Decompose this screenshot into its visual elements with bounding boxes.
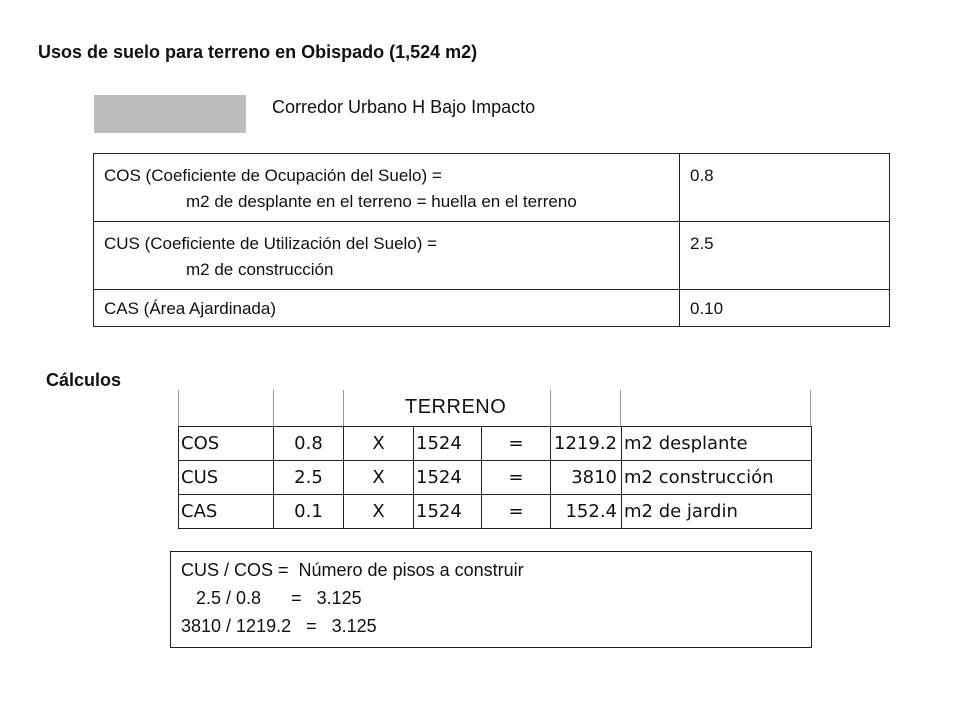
table-row bbox=[94, 222, 890, 290]
calc-cell: CUS bbox=[179, 461, 274, 495]
calc-heading: Cálculos bbox=[46, 370, 122, 390]
grid-line bbox=[810, 390, 811, 426]
calc-cell: m2 desplante bbox=[622, 427, 812, 461]
param-line1: COS (Coeficiente de Ocupación del Suelo) = bbox=[104, 166, 442, 185]
table-row bbox=[179, 427, 812, 461]
grid-line bbox=[620, 390, 621, 426]
legend-swatch bbox=[94, 95, 246, 133]
table-row bbox=[179, 461, 812, 495]
table-row bbox=[94, 154, 890, 222]
legend-label: Corredor Urbano H Bajo Impacto bbox=[272, 97, 536, 117]
calc-table bbox=[178, 426, 812, 529]
calc-table-wrap bbox=[178, 390, 811, 526]
calc-cell: 0.8 bbox=[274, 427, 344, 461]
calc-cell: m2 de jardin bbox=[622, 495, 812, 529]
param-label bbox=[94, 290, 680, 327]
grid-line bbox=[550, 390, 551, 426]
calc-cell: 0.1 bbox=[274, 495, 344, 529]
param-value: 2.5 bbox=[680, 222, 890, 290]
calc-cell: 1524 bbox=[414, 427, 482, 461]
param-line2: m2 de desplante en el terreno = huella en el terreno bbox=[186, 192, 577, 211]
table-row bbox=[179, 495, 812, 529]
calc-cell: = bbox=[482, 495, 551, 529]
calc-cell: 152.4 bbox=[551, 495, 622, 529]
ratio-box bbox=[170, 551, 812, 648]
calc-header-label: TERRENO bbox=[405, 396, 507, 418]
calc-cell: CAS bbox=[179, 495, 274, 529]
grid-line bbox=[273, 390, 274, 426]
param-label bbox=[94, 154, 680, 222]
calc-cell: = bbox=[482, 427, 551, 461]
table-row bbox=[94, 290, 890, 327]
page-title: Usos de suelo para terreno en Obispado (1,524 m2) bbox=[38, 42, 478, 62]
param-label bbox=[94, 222, 680, 290]
calc-cell: 2.5 bbox=[274, 461, 344, 495]
calc-header-row bbox=[178, 390, 811, 426]
param-value: 0.10 bbox=[680, 290, 890, 327]
calc-cell: m2 construcción bbox=[622, 461, 812, 495]
grid-line bbox=[343, 390, 344, 426]
calc-cell: X bbox=[344, 427, 414, 461]
param-line1: CAS (Área Ajardinada) bbox=[104, 299, 276, 318]
parameters-table bbox=[93, 153, 890, 327]
calc-cell: 1219.2 bbox=[551, 427, 622, 461]
grid-line bbox=[178, 390, 179, 426]
calc-cell: 1524 bbox=[414, 461, 482, 495]
calc-cell: COS bbox=[179, 427, 274, 461]
param-line2: m2 de construcción bbox=[186, 260, 334, 279]
ratio-line: CUS / COS = Número de pisos a construir bbox=[181, 560, 524, 580]
calc-cell: = bbox=[482, 461, 551, 495]
calc-cell: 3810 bbox=[551, 461, 622, 495]
ratio-line: 2.5 / 0.8 = 3.125 bbox=[181, 588, 362, 608]
param-value: 0.8 bbox=[680, 154, 890, 222]
calc-cell: X bbox=[344, 461, 414, 495]
calc-cell: 1524 bbox=[414, 495, 482, 529]
param-line1: CUS (Coeficiente de Utilización del Suelo) = bbox=[104, 234, 438, 253]
ratio-line: 3810 / 1219.2 = 3.125 bbox=[181, 616, 377, 636]
calc-cell: X bbox=[344, 495, 414, 529]
